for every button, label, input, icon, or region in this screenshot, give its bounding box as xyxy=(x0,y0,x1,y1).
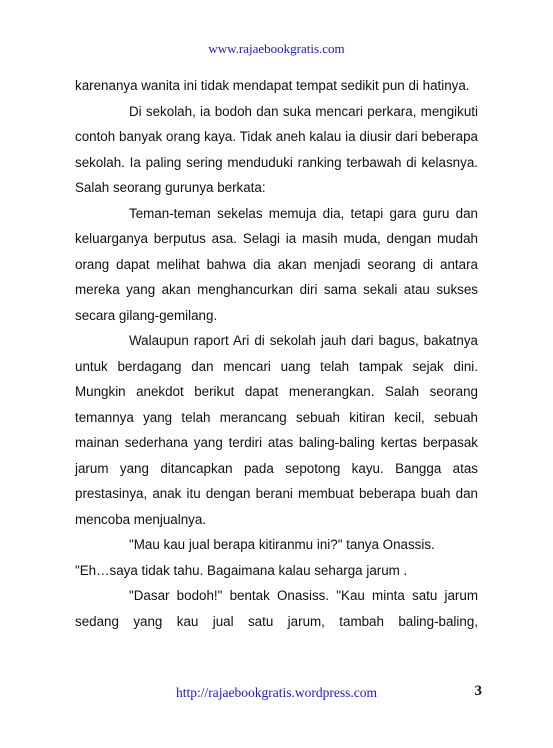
paragraph: "Eh…saya tidak tahu. Bagaimana kalau seharga jarum . xyxy=(75,562,408,578)
header-url-link[interactable]: www.rajaebookgratis.com xyxy=(208,41,345,56)
paragraph: "Dasar bodoh!" bentak Onasiss. "Kau minta satu jarum sedang yang kau jual satu jarum, tambah baling-baling, xyxy=(75,588,478,629)
paragraph: Di sekolah, ia bodoh dan suka mencari perkara, mengikuti contoh banyak orang kaya. Tidak aneh kalau ia diusir dari beberapa sekolah. Ia paling sering menduduki ranking terbawah di kelasnya. Salah seorang gurunya berkata: xyxy=(75,103,478,195)
footer-url-link[interactable]: http://rajaebookgratis.wordpress.com xyxy=(176,685,377,700)
paragraph: "Mau kau jual berapa kitiranmu ini?" tanya Onassis. xyxy=(129,537,435,552)
paragraph: Walaupun raport Ari di sekolah jauh dari bagus, bakatnya untuk berdagang dan mencari uang telah tampak sejak dini. Mungkin anekdot berikut dapat menerangkan. Salah seorang temannya yang telah merancang sebuah kitiran kecil, sebuah mainan sederhana yang terdiri atas baling-baling kertas berpasak jarum yang ditancapkan pada sepotong kayu. Bangga atas prestasinya, anak itu dengan berani membuat beberapa buah dan mencoba menjualnya. xyxy=(75,333,478,527)
paragraph: Teman-teman sekelas memuja dia, tetapi gara guru dan keluarganya berputus asa. Selagi ia masih muda, dengan mudah orang dapat melihat bahwa dia akan menjadi seorang di antara mereka yang akan menghancurkan diri sama sekali atau sukses secara gilang-gemilang. xyxy=(75,205,478,323)
paragraph: karenanya wanita ini tidak mendapat tempat sedikit pun di hatinya. xyxy=(75,78,470,93)
body-text xyxy=(75,73,478,634)
page-number: 3 xyxy=(474,683,482,699)
